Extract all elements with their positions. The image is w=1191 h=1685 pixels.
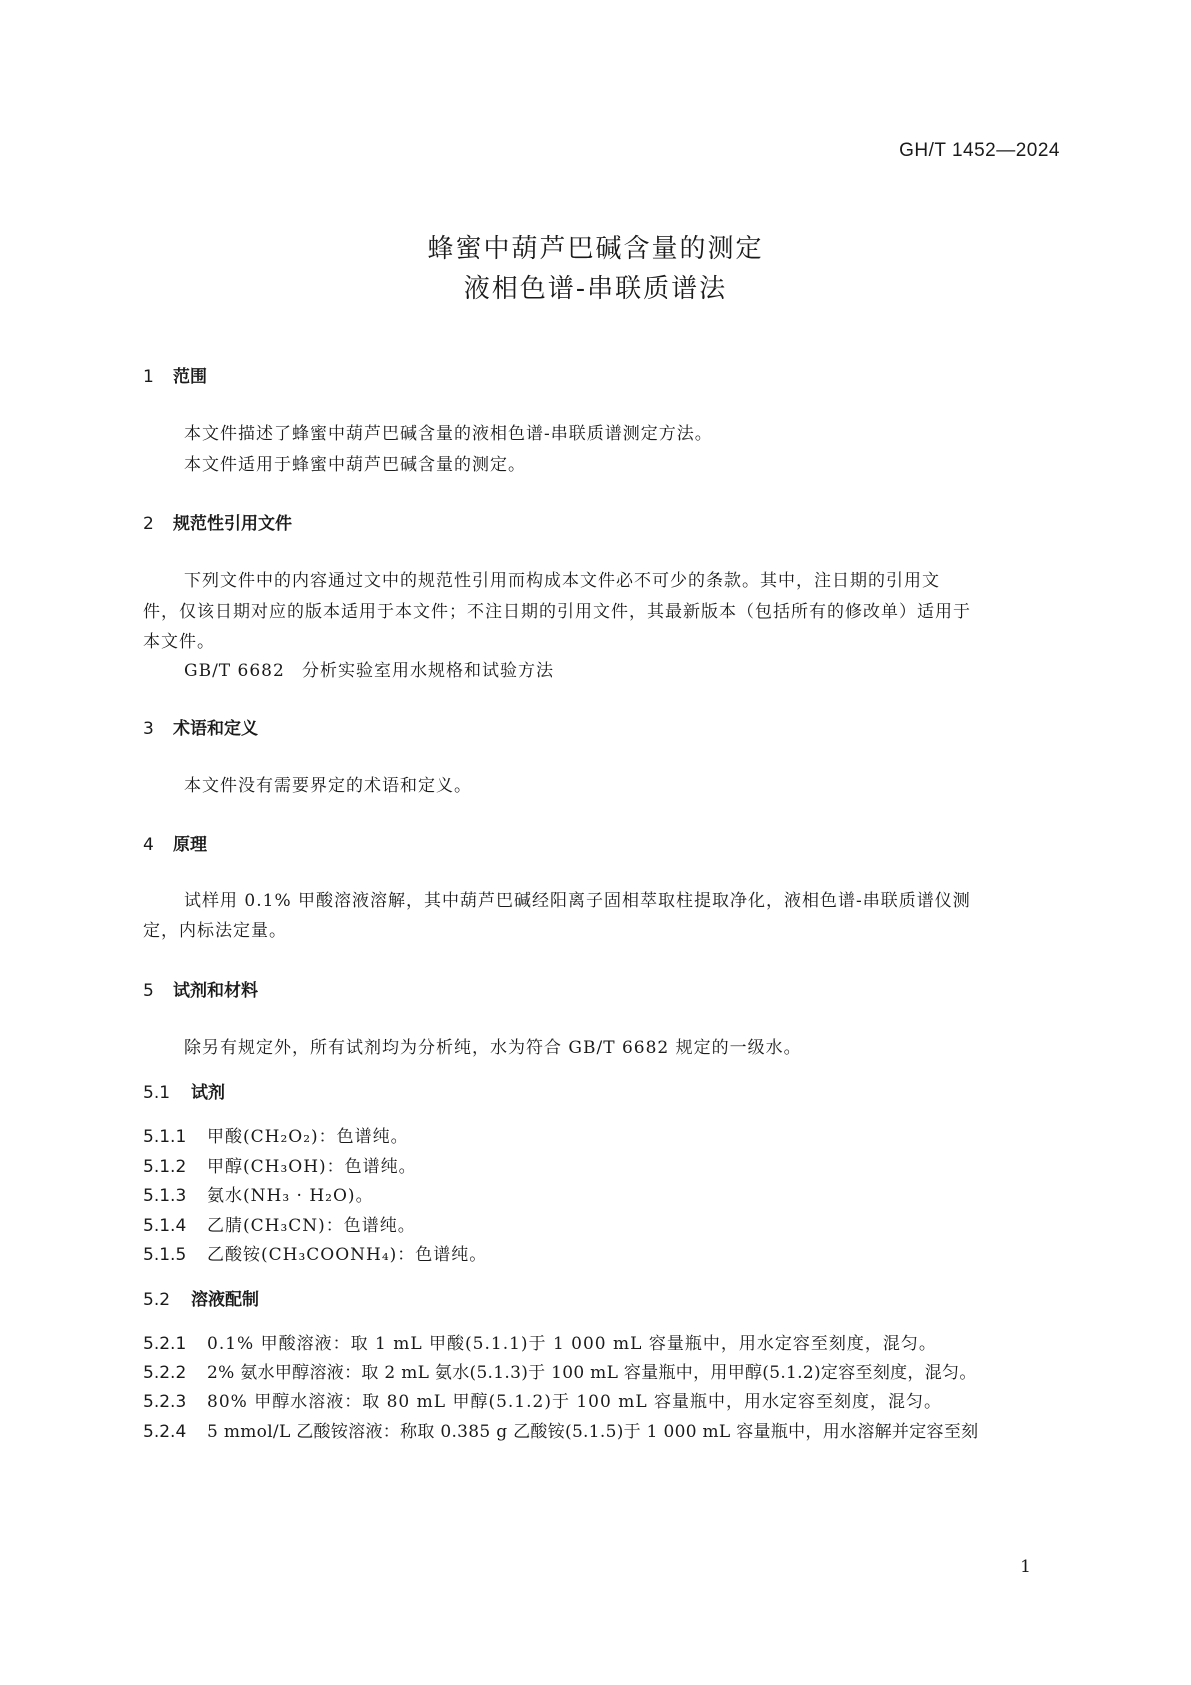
section-number: 5 [143, 981, 154, 1001]
section-title: 范围 [173, 367, 207, 387]
section-heading-scope [143, 362, 207, 387]
standard-code: GH/T 1452—2024 [899, 140, 1060, 161]
document-title-line1: 蜂蜜中葫芦巴碱含量的测定 [427, 234, 764, 264]
item-number: 5.2.1 [143, 1334, 187, 1354]
reference-title: 分析实验室用水规格和试验方法 [302, 661, 554, 681]
section-heading-principle [143, 830, 207, 855]
item-number: 5.1.4 [143, 1216, 187, 1236]
item-text: 乙腈(CH₃CN)：色谱纯。 [207, 1216, 416, 1236]
item-text: 甲酸(CH₂O₂)：色谱纯。 [207, 1127, 409, 1147]
subsection-heading-solutions [143, 1285, 259, 1310]
item-number: 5.1.5 [143, 1245, 187, 1265]
item-text: 80% 甲醇水溶液：取 80 mL 甲醇(5.1.2)于 100 mL 容量瓶中，用水定容至刻度，混匀。 [207, 1392, 943, 1412]
list-item [143, 1329, 937, 1354]
list-item [143, 1417, 978, 1442]
page-number: 1 [1020, 1557, 1031, 1577]
section-heading-normative-references [143, 509, 292, 534]
list-item [143, 1240, 487, 1265]
section-number: 3 [143, 719, 154, 739]
subsection-number: 5.2 [143, 1290, 171, 1310]
list-item [143, 1122, 409, 1147]
item-text: 甲醇(CH₃OH)：色谱纯。 [207, 1157, 417, 1177]
paragraph-line: 件，仅该日期对应的版本适用于本文件；不注日期的引用文件，其最新版本（包括所有的修改单）适用于 [143, 602, 971, 622]
section-title: 试剂和材料 [173, 981, 258, 1001]
paragraph: 本文件描述了蜂蜜中葫芦巴碱含量的液相色谱-串联质谱测定方法。 [184, 424, 713, 444]
item-text: 5 mmol/L 乙酸铵溶液：称取 0.385 g 乙酸铵(5.1.5)于 1 000 mL 容量瓶中，用水溶解并定容至刻 [207, 1422, 979, 1442]
list-item [143, 1358, 977, 1383]
subsection-number: 5.1 [143, 1083, 171, 1103]
reference-entry [184, 656, 554, 681]
document-title-line2: 液相色谱-串联质谱法 [463, 274, 728, 304]
item-number: 5.2.3 [143, 1392, 187, 1412]
paragraph: 本文件适用于蜂蜜中葫芦巴碱含量的测定。 [184, 455, 526, 475]
section-title: 原理 [173, 835, 207, 855]
subsection-title: 试剂 [191, 1083, 225, 1103]
item-number: 5.1.1 [143, 1127, 187, 1147]
list-item [143, 1181, 374, 1206]
item-text: 乙酸铵(CH₃COONH₄)：色谱纯。 [207, 1245, 488, 1265]
section-heading-terms [143, 714, 258, 739]
section-number: 4 [143, 835, 154, 855]
paragraph-line: 本文件。 [143, 632, 215, 652]
paragraph-line: 定，内标法定量。 [143, 921, 287, 941]
subsection-heading-reagents [143, 1078, 225, 1103]
list-item [143, 1387, 942, 1412]
item-text: 氨水(NH₃ · H₂O)。 [207, 1186, 374, 1206]
reference-code: GB/T 6682 [184, 661, 285, 681]
section-number: 1 [143, 367, 154, 387]
section-number: 2 [143, 514, 154, 534]
list-item [143, 1152, 417, 1177]
section-title: 规范性引用文件 [173, 514, 292, 534]
item-number: 5.2.2 [143, 1363, 187, 1383]
paragraph: 除另有规定外，所有试剂均为分析纯，水为符合 GB/T 6682 规定的一级水。 [184, 1038, 802, 1058]
item-text: 2% 氨水甲醇溶液：取 2 mL 氨水(5.1.3)于 100 mL 容量瓶中，用甲醇(5.1.2)定容至刻度，混匀。 [207, 1363, 977, 1383]
item-number: 5.1.2 [143, 1157, 187, 1177]
item-number: 5.1.3 [143, 1186, 187, 1206]
item-text: 0.1% 甲酸溶液：取 1 mL 甲酸(5.1.1)于 1 000 mL 容量瓶中，用水定容至刻度，混匀。 [207, 1334, 937, 1354]
section-heading-reagents [143, 976, 258, 1001]
subsection-title: 溶液配制 [191, 1290, 259, 1310]
item-number: 5.2.4 [143, 1422, 187, 1442]
list-item [143, 1211, 416, 1236]
paragraph-line: 下列文件中的内容通过文中的规范性引用而构成本文件必不可少的条款。其中，注日期的引用文 [184, 571, 940, 591]
section-title: 术语和定义 [173, 719, 258, 739]
paragraph-line: 试样用 0.1% 甲酸溶液溶解，其中葫芦巴碱经阳离子固相萃取柱提取净化，液相色谱-串联质谱仪测 [184, 891, 971, 911]
paragraph: 本文件没有需要界定的术语和定义。 [184, 776, 472, 796]
